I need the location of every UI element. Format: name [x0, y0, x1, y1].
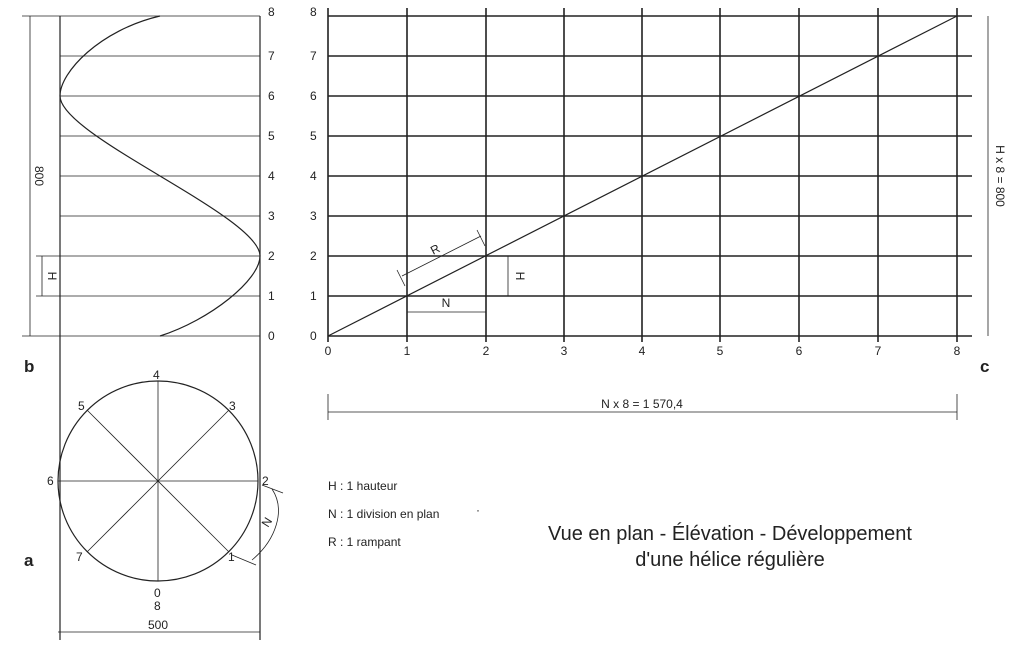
col-label-0: 0 — [324, 344, 332, 358]
level-label-8: 8 — [268, 5, 275, 19]
plan-point-7: 7 — [76, 550, 83, 564]
dev-height-dimension-label: H x 8 = 800 — [993, 145, 1007, 207]
height-dimension-label: 800 — [32, 165, 46, 187]
row-label-8: 8 — [310, 5, 317, 19]
dev-length-dimension-label: N x 8 = 1 570,4 — [601, 397, 683, 411]
row-label-0: 0 — [310, 329, 317, 343]
r-dimension-label: R — [428, 241, 443, 258]
development-vertical-lines — [328, 8, 957, 342]
col-label-5: 5 — [716, 344, 724, 358]
level-label-3: 3 — [268, 209, 275, 223]
panel-label-c: c — [980, 357, 990, 376]
row-label-5: 5 — [310, 129, 317, 143]
h-dimension-label: H — [45, 271, 59, 281]
plan-point-1: 1 — [228, 550, 235, 564]
col-label-3: 3 — [560, 344, 568, 358]
level-label-6: 6 — [268, 89, 275, 103]
plan-point-3: 3 — [229, 399, 236, 413]
plan-point-5: 5 — [78, 399, 85, 413]
development-view — [310, 5, 1007, 420]
row-label-4: 4 — [310, 169, 317, 183]
panel-label-b: b — [24, 357, 35, 376]
plan-point-0: 0 — [154, 586, 161, 600]
level-label-0: 0 — [268, 329, 275, 343]
plan-point-6: 6 — [47, 474, 54, 488]
legend-n: N : 1 division en plan — [328, 507, 440, 521]
legend — [328, 479, 480, 549]
row-label-2: 2 — [310, 249, 317, 263]
level-label-4: 4 — [268, 169, 275, 183]
level-label-5: 5 — [268, 129, 275, 143]
legend-dot: · — [476, 503, 480, 517]
drawing-title — [548, 522, 912, 571]
col-label-2: 2 — [482, 344, 490, 358]
col-label-1: 1 — [403, 344, 411, 358]
level-label-7: 7 — [268, 49, 275, 63]
plan-point-2: 2 — [262, 474, 269, 488]
title-line-1: Vue en plan - Élévation - Développement — [548, 523, 912, 545]
dev-h-dimension-label: H — [513, 271, 527, 281]
n-dimension-label: N — [441, 296, 451, 310]
panel-label-a: a — [24, 551, 34, 570]
diameter-dimension-label: 500 — [147, 618, 169, 632]
elevation-view — [22, 5, 275, 640]
n-arc-label: N — [258, 514, 276, 530]
legend-h: H : 1 hauteur — [328, 479, 398, 493]
plan-view — [24, 368, 283, 632]
col-label-8: 8 — [953, 344, 961, 358]
row-label-7: 7 — [310, 49, 317, 63]
legend-r: R : 1 rampant — [328, 535, 401, 549]
level-label-2: 2 — [268, 249, 275, 263]
level-label-1: 1 — [268, 289, 275, 303]
development-horizontal-lines — [328, 16, 972, 336]
col-label-7: 7 — [874, 344, 882, 358]
row-label-3: 3 — [310, 209, 317, 223]
col-label-4: 4 — [638, 344, 646, 358]
title-line-2: d'une hélice régulière — [635, 549, 825, 571]
plan-point-4: 4 — [153, 368, 160, 382]
row-label-1: 1 — [310, 289, 317, 303]
col-label-6: 6 — [795, 344, 803, 358]
plan-point-8: 8 — [154, 599, 161, 613]
row-label-6: 6 — [310, 89, 317, 103]
